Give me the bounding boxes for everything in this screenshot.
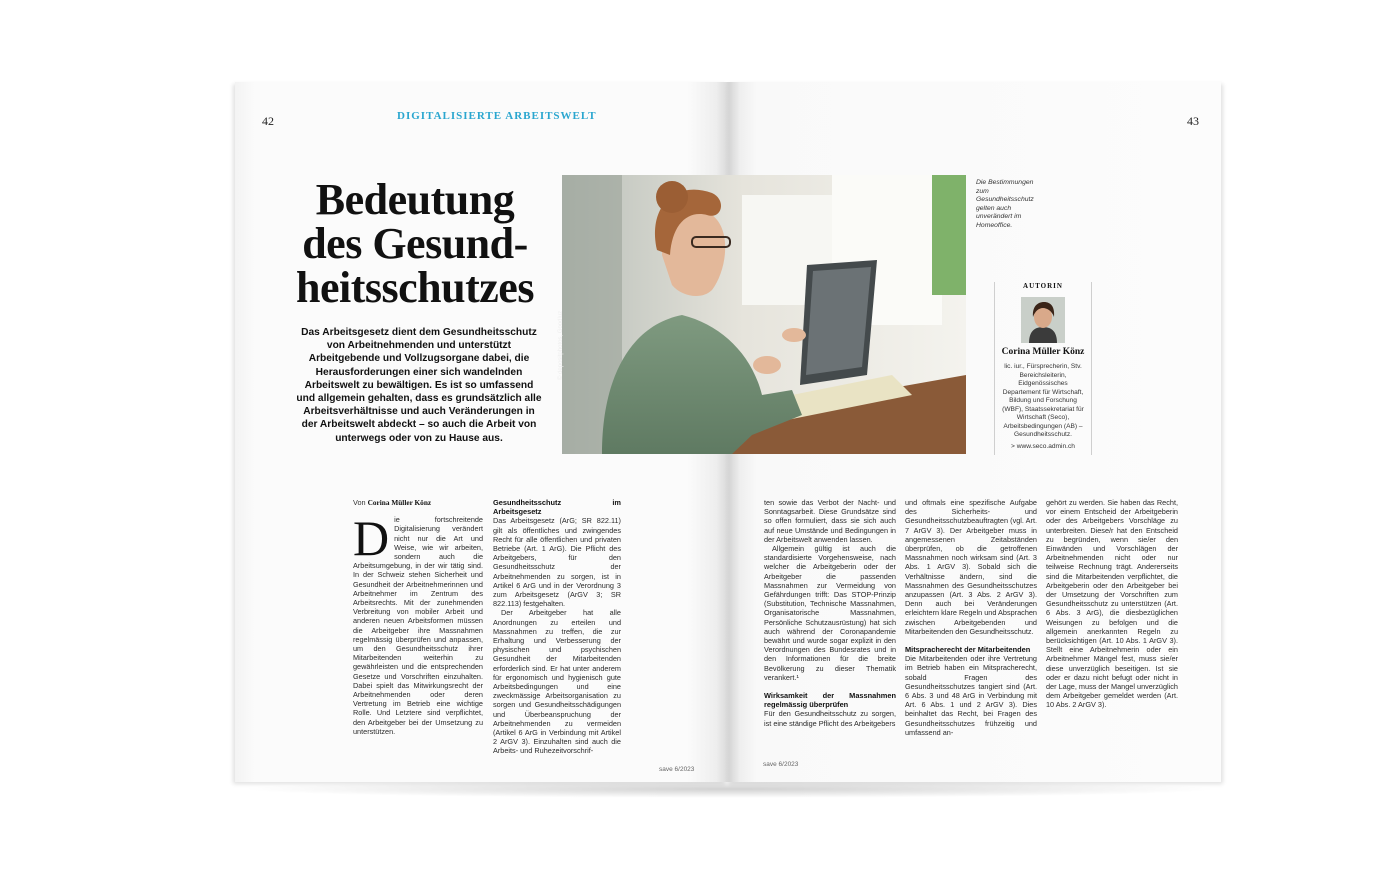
title-line-2: des Gesund-: [302, 219, 528, 268]
text-column-2: [493, 498, 621, 756]
woman-laptop-illustration: [562, 175, 966, 454]
article-title: [270, 175, 560, 312]
title-line-3: heitsschutzes: [296, 263, 534, 312]
author-name: Corina Müller Könz: [1001, 347, 1085, 357]
author-label: AUTORIN: [1023, 282, 1063, 290]
subheading-gesundheitsschutz: Gesundheitsschutz im Arbeitsgesetz: [493, 498, 621, 517]
text-column-1: [353, 498, 483, 736]
paragraph: gehört zu werden. Sie haben das Recht, vor einem Entscheid der Arbeitgeberin oder des Arbeitgebers Vorschläge zu unterbreiten. Diese/r hat den Entscheid zu begründen, wenn sie/er den Einwänden und Vorschlägen der Arbeitnehmenden nicht oder nur teilweise Rechnung trägt. Andererseits sind die Mitarbeitenden verpflichtet, die Arbeitgeberin oder den Arbeitgeber bei der Umsetzung der Vorschriften zum Gesundheitsschutz zu unterstützen (Art. 6 Abs. 3 ArG), die diesbezüglichen Weisungen zu befolgen und die allgemein anerkannten Regeln zu berücksichtigen (Art. 10 Abs. 1 ArGV 3). Stellt eine Arbeitnehmerin oder ein Arbeitnehmer Mängel fest, muss sie/er diese unverzüglich beseitigen. Ist sie oder er dazu nicht befugt oder nicht in der Lage, muss der Mangel unverzüglich dem Arbeitgeber gemeldet werden (Art. 10 Abs. 2 ArGV 3).: [1046, 498, 1178, 710]
page-number-left: 42: [262, 114, 274, 128]
section-rubric: DIGITALISIERTE ARBEITSWELT: [397, 110, 597, 122]
subheading-wirksamkeit: Wirksamkeit der Massnahmen regelmässig überprüfen: [764, 691, 896, 710]
photo-caption: Die Bestimmungen zum Gesundheitsschutz gelten auch unverändert im Homeoffice.: [976, 179, 1034, 229]
text-column-3: [764, 498, 896, 728]
text-column-4: [905, 498, 1037, 737]
paragraph: ten sowie das Verbot der Nacht- und Sonntagsarbeit. Diese Grundsätze sind so offen formuliert, dass sie sich auch auf neue Umstände und Bedingungen in der Arbeitswelt anwenden lassen.: [764, 498, 896, 544]
paragraph: und oftmals eine spezifische Aufgabe des Sicherheits- und Gesundheitsschutzbeauftragten (vgl. Art. 7 ArGV 3). Der Arbeitgeber muss in angemessenen Zeitabständen überprüfen, ob die getroffenen Massnahmen noch wirksam sind (Art. 3 Abs. 1 ArGV 3). Sobald sich die Verhältnisse ändern, sind die Massnahmen des Gesundheitsschutzes anzupassen (Art. 3 Abs. 2 ArGV 3). Denn auch bei Veränderungen erleichtern klare Regeln und Absprachen zwischen Arbeitgebenden und Mitarbeitenden den Gesundheitsschutz.: [905, 498, 1037, 636]
intro-paragraph: ie fortschreitende Digitalisierung verändert nicht nur die Art und Weise, wie wir arbeiten, sondern auch die Arbeitsumgebung, in der wir tätig sind. In der Schweiz stehen Sicherheit und Gesundheit der Arbeitnehmerinnen und Arbeitnehmer im Zentrum des Arbeitsrechts. Mit der zunehmenden Verbreitung von mobiler Arbeit und anderen neuen Arbeitsformen müssen die Arbeitgeber ihre Massnahmen regelmässig überprüfen und anpassen, um den Gesundheitsschutz ihrer Mitarbeitenden weiterhin zu gewährleisten und die entsprechenden Gesetze und Vorschriften einzuhalten. Dabei spielt das Mitwirkungsrecht der Arbeitnehmenden oder deren Vertretung im Betrieb eine wichtige Rolle. Und Letztere sind verpflichtet, den Arbeitgeber bei der Umsetzung zu unterstützen.: [353, 515, 483, 736]
paragraph: Das Arbeitsgesetz (ArG; SR 822.11) gilt als öffentliches und zwingendes Recht für alle öffentlichen und privaten Betriebe (Art. 1 ArG). Die Pflicht des Arbeitgebers, für den Gesundheitsschutz der Arbeitnehmenden zu sorgen, ist in Artikel 6 ArG und in der Verordnung 3 zum Arbeitsgesetz (ArGV 3; SR 822.113) festgehalten.: [493, 516, 621, 609]
drop-cap: D: [353, 510, 390, 567]
author-bio: lic. iur., Fürsprecherin, Stv. Bereichsleiterin, Eidgenössisches Departement für Wirtschaft, Bildung und Forschung (WBF), Staatssekretariat für Wirtschaft (Seco), Arbeitsbedingungen (AB) – Gesundheitsschutz.: [1002, 363, 1084, 438]
text-column-5: [1046, 498, 1178, 710]
author-portrait: [1021, 297, 1065, 343]
paragraph: Die Mitarbeitenden oder ihre Vertretung im Betrieb haben ein Mitspracherecht, sobald Fragen des Gesundheitsschutzes tangiert sind (Art. 6 Abs. 3 und 48 ArG in Verbindung mit Art. 6 Abs. 1 und 2 ArGV 3). Dies beinhaltet das Recht, bei Fragen des Gesundheitsschutzes frühzeitig und umfassend an-: [905, 654, 1037, 737]
page-number-right: 43: [1187, 114, 1199, 128]
paragraph: Der Arbeitgeber hat alle Anordnungen zu erteilen und Massnahmen zu treffen, die zur Erhaltung und Verbesserung der physischen und psychischen Gesundheit der Mitarbeitenden erforderlich sind. Er hat unter anderem für ergonomisch und hygienisch gute Arbeitsbedingungen und eine zweckmässige Arbeitsorganisation zu sorgen und Gesundheitsschädigungen und Überbeanspruchung der Arbeitnehmenden zu vermeiden (Artikel 6 ArG in Verbindung mit Artikel 2 ArGV 3). Einzuhalten sind auch die Arbeits- und Ruhezeitvorschrif-: [493, 608, 621, 756]
byline: [353, 498, 483, 507]
article-lead: Das Arbeitsgesetz dient dem Gesundheitsschutz von Arbeitnehmenden und unterstützt Arbeitgebende und Vollzugsorgane dabei, die Herausforderungen einer sich wandelnden Arbeitswelt zu bewältigen. Es ist so umfassend und allgemein gehalten, dass es grundsätzlich alle Arbeitsverhältnisse und auch Veränderungen in der Arbeitswelt abdeckt – so auch die Arbeit von unterwegs oder von zu Hause aus.: [296, 327, 542, 444]
title-line-1: Bedeutung: [315, 175, 515, 224]
subheading-mitspracherecht: Mitspracherecht der Mitarbeitenden: [905, 645, 1031, 655]
paragraph: Allgemein gültig ist auch die standardisierte Vorgehensweise, nach welcher die Arbeitgeberin oder der Arbeitgeber die passenden Massnahmen zur Vermeidung von Gefährdungen trifft: Das STOP-Prinzip (Substitution, Technische Massnahmen, Organisatorische Massnahmen, Persönliche Schutzausrüstung) hat sich auch während der Coronapandemie bewährt und wurde sogar explizit in den Verordnungen des Bundesrates und in den Informationen für die breite Bevölkerung zu dieser Thematik verankert.¹: [764, 544, 896, 682]
paragraph: Für den Gesundheitsschutz zu sorgen, ist eine ständige Pflicht des Arbeitgebers: [764, 709, 896, 728]
portrait-icon: [1021, 297, 1065, 343]
byline-author: Corina Müller Könz: [367, 498, 432, 507]
author-link[interactable]: > www.seco.admin.ch: [1011, 442, 1075, 450]
footer-right: save 6/2023: [763, 761, 799, 768]
magazine-shadow: [238, 780, 1222, 798]
photo-credit: © depositphotos, Goodluz: [558, 310, 564, 380]
byline-prefix: Von: [353, 498, 366, 507]
footer-left: save 6/2023: [659, 766, 695, 773]
article-photo: [562, 175, 966, 454]
author-box: [994, 282, 1092, 455]
